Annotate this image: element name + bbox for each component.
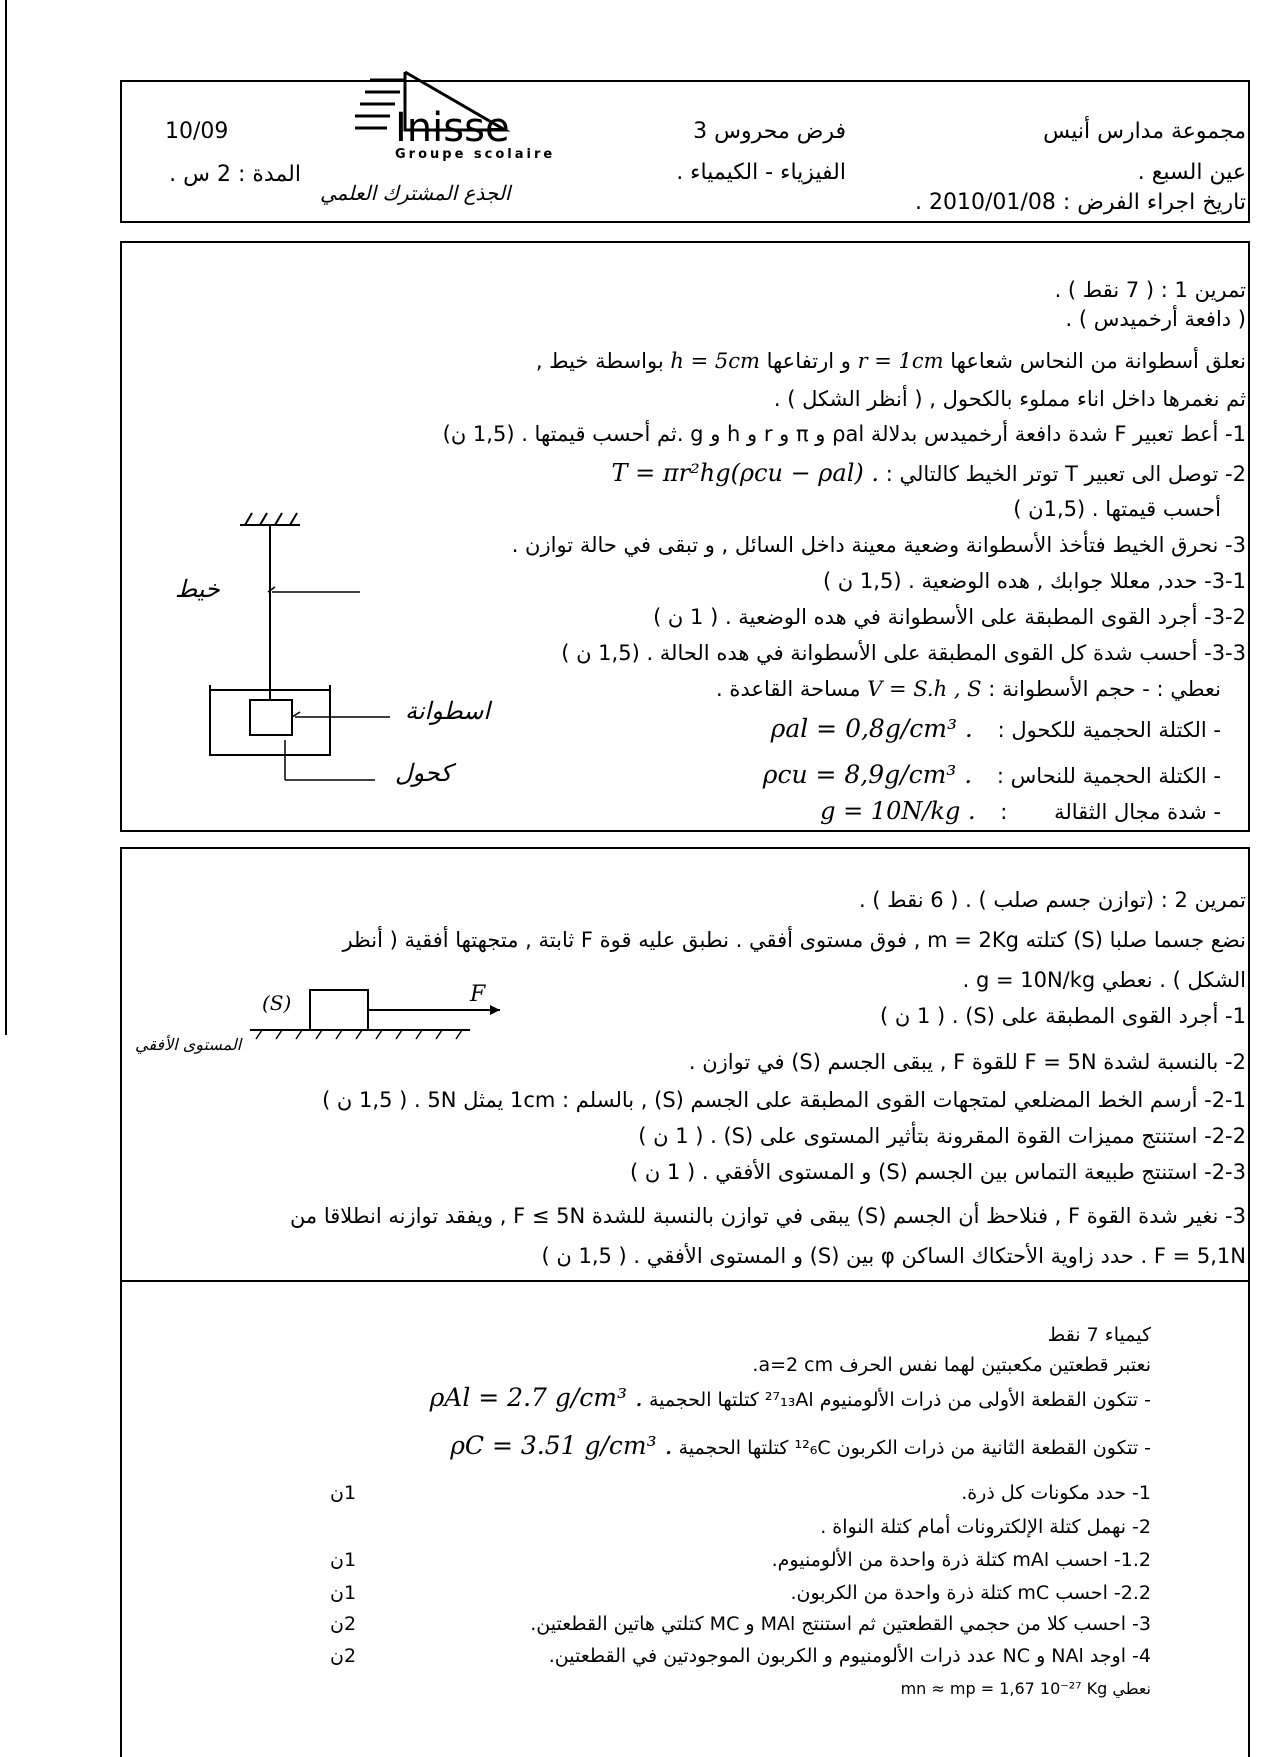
given-volume-end: مساحة القاعدة . (716, 677, 861, 701)
chem-al-line (430, 1385, 1151, 1413)
chem-given: نعطي mn ≈ mp = 1,67 10⁻²⁷ Kg (900, 1679, 1151, 1698)
ex1-title: تمرين 1 : ( 7 نقط ) . (1054, 278, 1246, 302)
city: عين السبع . (1137, 160, 1246, 185)
ex1-q3: 3- نحرق الخيط فتأخذ الأسطوانة وضعية معينة داخل السائل , و تبقى في حالة توازن . (511, 533, 1246, 557)
ex1-q32: 3-2- أجرد القوى المطبقة على الأسطوانة في هده الوضعية . ( 1 ن ) (653, 605, 1246, 629)
ex1-q2 (612, 460, 1247, 487)
ex1-line1-c: بواسطة خيط , (535, 349, 664, 373)
ex2-title: تمرين 2 : (توازن جسم صلب ) . ( 6 نقط ) . (858, 888, 1246, 912)
given-g-text: - شدة مجال الثقالة (1054, 800, 1221, 824)
ex2-q21: 2-1- أرسم الخط المضلعي لمتجهات القوى المطبقة على الجسم (S) , بالسلم : 1cm يمثل 5N . ( 1,5 ن ) (322, 1088, 1246, 1112)
ex1-figure (130, 510, 510, 810)
given-volume-text: نعطي : - حجم الأسطوانة : (988, 677, 1221, 701)
ex1-given-volume (716, 676, 1221, 702)
exam-date: تاريخ اجراء الفرض : 2010/01/08 . (915, 190, 1246, 215)
given-al-text: - الكتلة الحجمية للكحول : (997, 718, 1221, 742)
ex1-given-g: - شدة مجال الثقالة : g = 10N/kg . (820, 797, 1221, 825)
date-code: 10/09 (165, 119, 229, 144)
ex1-radius: r = 1cm (857, 349, 944, 373)
chem-q1: 1- حدد مكونات كل ذرة. (961, 1482, 1151, 1504)
duration: المدة : 2 س . (169, 162, 301, 187)
ex2-q3a: 3- نغير شدة القوة F , فنلاحظ أن الجسم (S) يبقى في توازن بالنسبة للشدة F ≤ 5N , ويفقد توازنه انطلاقا من (289, 1204, 1246, 1228)
fig2-label-f: F (470, 982, 486, 1007)
given-al-formula: ρal = 0,8g/cm³ . (770, 714, 973, 743)
fig2-label-s: (S) (262, 991, 292, 1015)
chem-intro: نعتبر قطعتين مكعبتين لهما نفس الحرف a=2 cm. (752, 1354, 1151, 1376)
given-g-formula: g = 10N/kg . (820, 797, 976, 825)
fig2-label-plane: المستوى الأفقي (135, 1035, 242, 1054)
ex2-q22: 2-2- استنتج مميزات القوة المقرونة بتأثير المستوى على (S) . ( 1 ن ) (638, 1124, 1246, 1148)
ex1-given-al (771, 716, 1221, 743)
fig-label-cylinder: اسطوانة (405, 697, 491, 725)
exam-title: فرض محروس 3 (693, 119, 846, 144)
subjects: الفيزياء - الكيمياء . (676, 160, 846, 185)
chem-points-q21: 1ن (330, 1549, 357, 1571)
ex1-line2: ثم نغمرها داخل اناء مملوء بالكحول , ( أنظر الشكل ) . (773, 387, 1246, 411)
ex1-line1-b: و ارتفاعها (766, 349, 851, 373)
chem-q22: 2.2- احسب mC كتلة ذرة واحدة من الكربون. (790, 1582, 1151, 1604)
chem-q21: 1.2- احسب mAl كتلة ذرة واحدة من الألومنيوم. (771, 1549, 1151, 1571)
given-cu-formula: ρcu = 8,9g/cm³ . (762, 760, 973, 789)
chem-al-text: - تتكون القطعة الأولى من ذرات الألومنيوم ²⁷₁₃Al كتلتها الحجمية (648, 1389, 1151, 1411)
ex1-line1-a: نعلق أسطوانة من النحاس شعاعها (950, 349, 1246, 373)
chem-c-line (450, 1433, 1151, 1461)
given-cu-text: - الكتلة الحجمية للنحاس : (996, 764, 1221, 788)
chem-c-formula: ρC = 3.51 g/cm³ . (450, 1431, 673, 1460)
given-volume-formula: V = S.h , S (867, 677, 982, 701)
ex2-q23: 2-3- استنتج طبيعة التماس بين الجسم (S) و المستوى الأفقي . ( 1 ن ) (630, 1160, 1246, 1184)
chem-q4: 4- اوجد NAl و NC عدد ذرات الألومنيوم و الكربون الموجودتين في القطعتين. (548, 1645, 1151, 1667)
ex2-line2: الشكل ) . نعطي g = 10N/kg . (962, 968, 1246, 992)
chem-points-q3: 2ن (330, 1613, 357, 1635)
chem-c-text: - تتكون القطعة الثانية من ذرات الكربون ¹²₆C كتلتها الحجمية (678, 1437, 1151, 1459)
margin-line (0, 0, 20, 1757)
logo-text: Inisse (395, 105, 510, 151)
school-name: مجموعة مدارس أنيس (1043, 119, 1246, 144)
chem-q2: 2- نهمل كتلة الإلكترونات أمام كتلة النواة . (820, 1516, 1151, 1538)
ex1-q1: 1- أعط تعبير F شدة دافعة أرخميدس بدلالة ρal و π و r و h و g .ثم أحسب قيمتها . (1,5 ن) (442, 422, 1246, 446)
ex2-line1: نضع جسما صلبا (S) كتلته m = 2Kg , فوق مستوى أفقي . نطبق عليه قوة F ثابتة , متجهتها أفقية ( أنظر (342, 928, 1246, 952)
chem-points-q4: 2ن (330, 1645, 357, 1667)
ex1-subtitle: ( دافعة أرخميدس ) . (1065, 307, 1246, 331)
ex1-q31: 3-1- حدد, معللا جوابك , هده الوضعية . (1,5 ن ) (822, 569, 1246, 593)
level-label: الجذع المشترك العلمي (320, 181, 511, 205)
chem-title: كيمياء 7 نقط (1047, 1324, 1151, 1346)
fig-label-thread: خيط (175, 575, 220, 603)
ex2-q2: 2- بالنسبة لشدة F = 5N للقوة F , يبقى الجسم (S) في توازن . (688, 1050, 1246, 1074)
logo-subtext: Groupe scolaire (395, 147, 556, 162)
ex1-height: h = 5cm (670, 349, 760, 373)
chem-points-q1: 1ن (330, 1482, 357, 1504)
ex2-q3b: F = 5,1N . حدد زاوية الأحتكاك الساكن φ بين (S) و المستوى الأفقي . ( 1,5 ن ) (541, 1244, 1246, 1268)
ex2-q1: 1- أجرد القوى المطبقة على (S) . ( 1 ن ) (879, 1004, 1246, 1028)
ex1-given-cu (763, 762, 1221, 789)
fig-label-alcohol: كحول (395, 759, 452, 787)
chem-q3: 3- احسب كلا من حجمي القطعتين ثم استنتج MAl و MC كتلتي هاتين القطعتين. (530, 1613, 1151, 1635)
ex1-q2-text: 2- توصل الى تعبير T توتر الخيط كالتالي : (885, 462, 1246, 486)
ex1-q33: 3-3- أحسب شدة كل القوى المطبقة على الأسطوانة في هده الحالة . (1,5 ن ) (561, 641, 1246, 665)
ex1-q2-formula: T = πr²hg(ρcu − ρal) . (611, 459, 880, 487)
ex1-q2-b: أحسب قيمتها . (1,5ن ) (1013, 497, 1221, 521)
chem-al-formula: ρAl = 2.7 g/cm³ . (429, 1383, 643, 1412)
chem-points-q22: 1ن (330, 1582, 357, 1604)
ex1-line1 (536, 348, 1246, 374)
